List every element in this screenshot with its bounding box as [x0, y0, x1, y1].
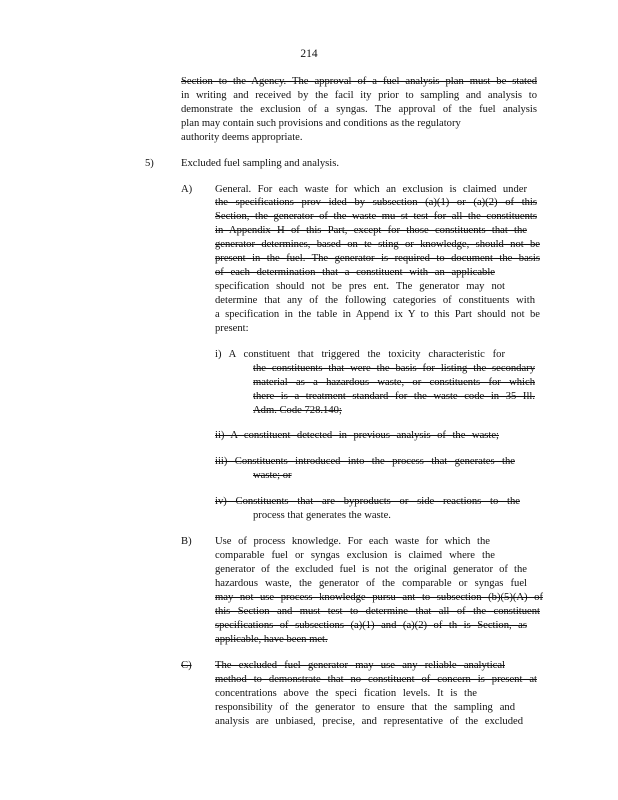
subitem-iv-line-1: iv) Constituents that are byproducts or side reactions to the	[215, 496, 520, 507]
item-c-line-3: concentrations above the speci fication levels. It is the	[215, 688, 477, 699]
page-number: 214	[300, 48, 318, 60]
subitem-i-line-1: i) A constituent that triggered the toxicity characteristic for	[215, 349, 505, 360]
item-b-line-6: this Section and must test to determine that all of the constituent	[215, 606, 540, 617]
item-a-line-2: the specifications prov ided by subsection (a)(1) or (a)(2) of this	[215, 197, 537, 208]
subitem-iii-line-2: waste; or	[253, 470, 292, 481]
item-a-line-7: of each determination that a constituent with an applicable	[215, 267, 495, 278]
item-b-line-2: comparable fuel or syngas exclusion is claimed where the	[215, 550, 495, 561]
item-c-line-1: The excluded fuel generator may use any reliable analytical	[215, 660, 505, 671]
subitem-i-line-3: material as a hazardous waste, or constituents for which	[253, 377, 535, 388]
item-a-line-10: a specification in the table in Append ix Y to this Part should not be	[215, 309, 540, 320]
item-c-line-2: method to demonstrate that no constituent of concern is present at	[215, 674, 537, 685]
intro-line-2: in writing and received by the facil ity prior to sampling and analysis to	[181, 90, 537, 101]
section-title: Excluded fuel sampling and analysis.	[181, 158, 339, 169]
intro-line-1: Section to the Agency. The approval of a fuel analysis plan must be stated	[181, 76, 537, 87]
section-number: 5)	[145, 158, 154, 169]
intro-line-5: authority deems appropriate.	[181, 132, 303, 143]
item-b-line-3: generator of the excluded fuel is not the original generator of the	[215, 564, 527, 575]
item-a-label: A)	[181, 184, 193, 195]
item-a-line-6: present in the fuel. The generator is required to document the basis	[215, 253, 540, 264]
item-b-label: B)	[181, 536, 192, 547]
item-b-line-4: hazardous waste, the generator of the comparable or syngas fuel	[215, 578, 527, 589]
item-a-line-9: determine that any of the following categories of constituents with	[215, 295, 535, 306]
item-c-line-5: analysis are unbiased, precise, and representative of the excluded	[215, 716, 523, 727]
item-a-line-3: Section, the generator of the waste mu st test for all the constituents	[215, 211, 537, 222]
item-b-line-5: may not use process knowledge pursu ant to subsection (b)(5)(A) of	[215, 592, 543, 603]
item-a-line-4: in Appendix H of this Part, except for those constituents that the	[215, 225, 527, 236]
item-b-line-1: Use of process knowledge. For each waste for which the	[215, 536, 490, 547]
item-a-line-1: General. For each waste for which an exclusion is claimed under	[215, 184, 527, 195]
item-a-line-11: present:	[215, 323, 249, 334]
item-c-line-4: responsibility of the generator to ensure that the sampling and	[215, 702, 515, 713]
subitem-ii-line-1: ii) A constituent detected in previous analysis of the waste;	[215, 430, 499, 441]
item-a-line-8: specification should not be pres ent. The generator may not	[215, 281, 505, 292]
item-a-line-5: generator determines, based on te sting or knowledge, should not be	[215, 239, 540, 250]
intro-line-3: demonstrate the exclusion of a syngas. The approval of the fuel analysis	[181, 104, 537, 115]
item-c-label: C)	[181, 660, 192, 671]
subitem-i-line-5: Adm. Code 728.140;	[253, 405, 342, 416]
subitem-i-line-2: the constituents that were the basis for listing the secondary	[253, 363, 535, 374]
subitem-i-line-4: there is a treatment standard for the waste code in 35 Ill.	[253, 391, 535, 402]
intro-line-4: plan may contain such provisions and conditions as the regulatory	[181, 118, 461, 129]
item-b-line-7: specifications of subsections (a)(1) and (a)(2) of th is Section, as	[215, 620, 527, 631]
subitem-iv-line-2: process that generates the waste.	[253, 510, 391, 521]
subitem-iii-line-1: iii) Constituents introduced into the process that generates the	[215, 456, 515, 467]
item-b-line-8: applicable, have been met.	[215, 634, 328, 645]
